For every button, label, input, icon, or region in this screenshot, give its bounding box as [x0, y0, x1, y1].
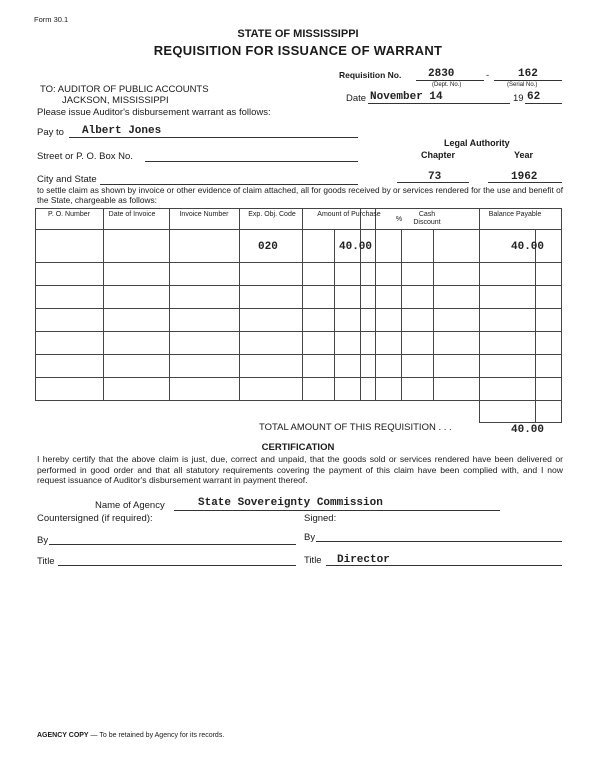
table-row — [36, 263, 562, 286]
signed-title-label: Title — [304, 555, 322, 566]
col-header-invoice: Invoice Number — [179, 211, 229, 218]
total-label: TOTAL AMOUNT OF THIS REQUISITION . . . — [259, 422, 452, 433]
countersign-title-line — [58, 565, 296, 566]
table-row — [36, 355, 562, 378]
year-suffix: 62 — [527, 91, 541, 103]
col-header-exp-code: Exp. Obj. Code — [248, 211, 296, 218]
year-line — [525, 103, 562, 104]
chapter-label: Chapter — [421, 150, 456, 160]
table-row — [36, 309, 562, 332]
row1-exp-code: 020 — [258, 241, 278, 253]
pay-to-line — [69, 137, 358, 138]
year-label: Year — [514, 150, 534, 160]
countersign-by-line — [49, 544, 296, 545]
city-state-label: City and State — [37, 174, 97, 185]
legal-authority-title: Legal Authority — [444, 138, 510, 148]
col-header-cash-discount: Cash Discount — [413, 211, 441, 226]
signed-by-label: By — [304, 532, 316, 543]
footer-bold: AGENCY COPY — [37, 732, 89, 739]
table-row — [36, 286, 562, 309]
state-heading: STATE OF MISSISSIPPI — [237, 28, 359, 40]
dept-no-line — [416, 80, 484, 81]
serial-no-line — [494, 80, 562, 81]
chapter-value: 73 — [428, 171, 442, 183]
dept-no-caption: (Dept. No.) — [432, 82, 462, 88]
street-line — [145, 161, 358, 162]
serial-no-value: 162 — [518, 68, 538, 80]
signed-by-line — [316, 541, 562, 542]
serial-no-caption: (Serial No.) — [507, 82, 538, 88]
countersign-title-label: Title — [37, 556, 55, 567]
year-value: 1962 — [511, 171, 538, 183]
row1-balance: 40.00 — [511, 241, 545, 253]
col-header-balance: Balance Payable — [488, 211, 542, 218]
date-label: Date — [346, 93, 367, 104]
col-header-date-invoice: Date of Invoice — [108, 211, 156, 218]
dash: - — [486, 70, 490, 81]
form-number: Form 30.1 — [34, 15, 69, 24]
requisition-label: Requisition No. — [339, 70, 402, 80]
col-header-percent: % — [395, 216, 403, 223]
instruction-text: Please issue Auditor's disbursement warrant as follows: — [37, 107, 271, 118]
date-line — [368, 103, 510, 104]
charge-table — [35, 208, 562, 423]
to-line-2: JACKSON, MISSISSIPPI — [62, 95, 169, 106]
year-prefix: 19 — [513, 93, 524, 104]
total-value: 40.00 — [511, 424, 545, 436]
signed-label: Signed: — [304, 513, 337, 524]
agency-name-label: Name of Agency — [95, 500, 165, 511]
date-value: November 14 — [370, 91, 443, 103]
agency-name-value: State Sovereignty Commission — [198, 497, 383, 509]
row1-amount: 40.00 — [339, 241, 373, 253]
certification-text: I hereby certify that the above claim is just, due, correct and unpaid, that the goods sold or services rendered have been delivered or performed in good order and that all statutory requirements covering the payment of this claim have been complied with, and I now request issuance of Auditor's disbursement warrant in payment thereof. — [37, 454, 563, 485]
dept-no-value: 2830 — [428, 68, 455, 80]
footer-note — [37, 732, 224, 739]
col-header-amount: Amount of Purchase — [317, 211, 381, 218]
countersign-by-label: By — [37, 535, 49, 546]
agency-name-line — [174, 510, 500, 511]
pay-to-label: Pay to — [37, 127, 64, 138]
col-header-po: P. O. Number — [48, 211, 90, 218]
signed-title-value: Director — [337, 554, 390, 566]
form-title: REQUISITION FOR ISSUANCE OF WARRANT — [153, 43, 443, 58]
countersigned-label: Countersigned (if required): — [37, 513, 153, 524]
certification-title: CERTIFICATION — [261, 442, 335, 453]
settle-claim-text: to settle claim as shown by invoice or other evidence of claim attached, all for goods received by or services rendered for the use and benefit of the State, chargeable as follows: — [37, 185, 563, 205]
pay-to-value: Albert Jones — [82, 125, 162, 137]
footer-text: — To be retained by Agency for its records. — [88, 732, 225, 739]
to-line-1: TO: AUDITOR OF PUBLIC ACCOUNTS — [40, 84, 209, 95]
table-row — [36, 230, 562, 263]
table-total-row — [36, 401, 562, 423]
table-row — [36, 378, 562, 401]
table-row — [36, 332, 562, 355]
street-label: Street or P. O. Box No. — [37, 151, 133, 162]
